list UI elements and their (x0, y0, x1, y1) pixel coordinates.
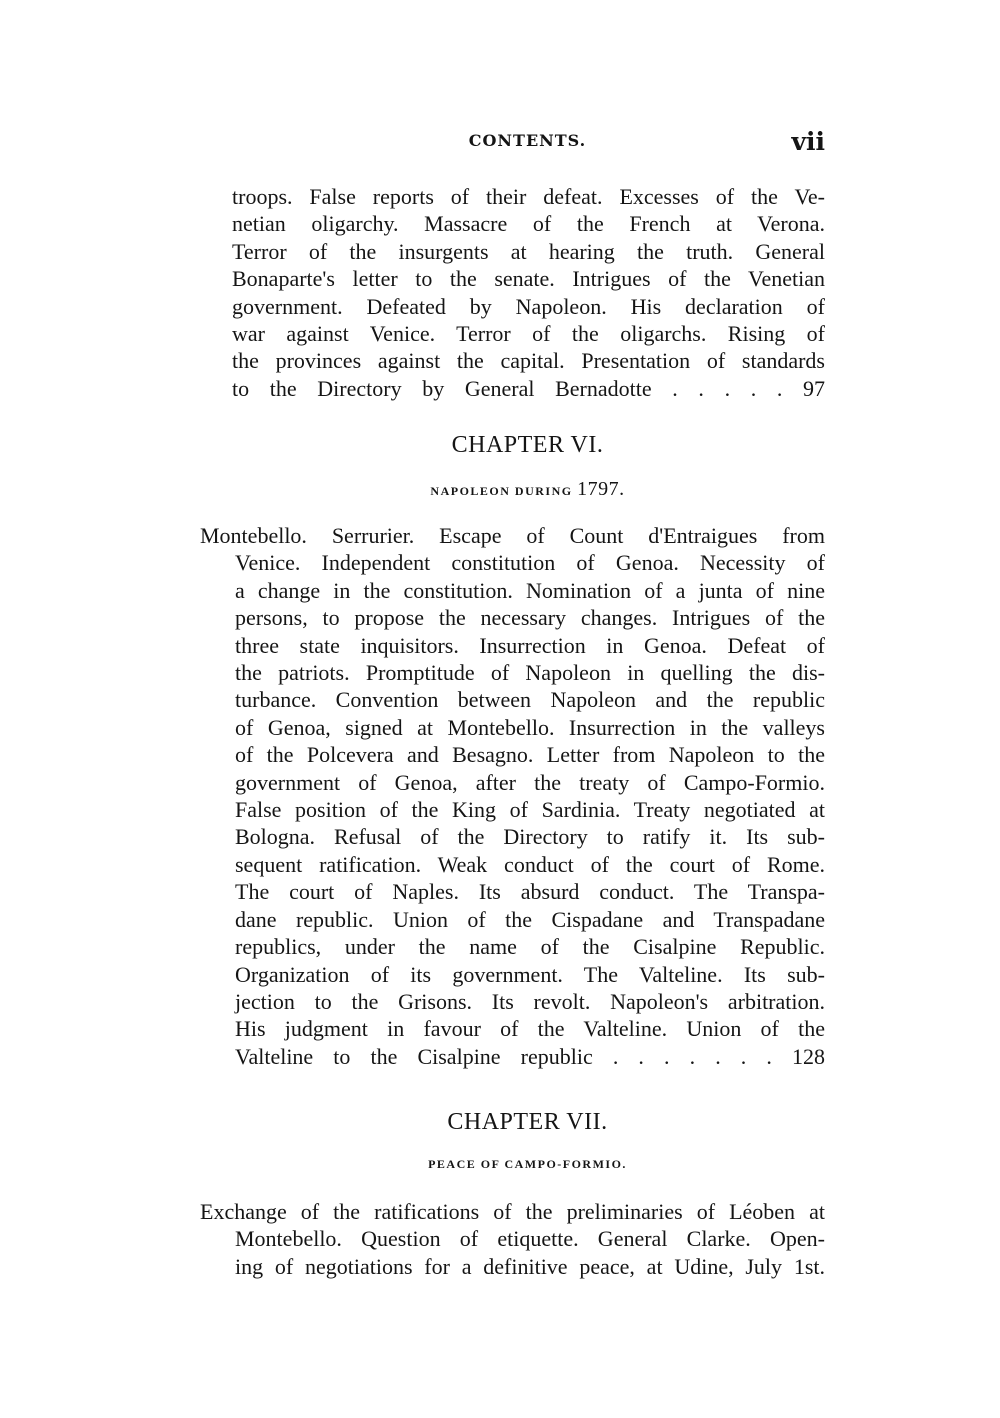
chapter-7-summary (200, 1198, 825, 1280)
summary-line: Venice. Independent constitution of Genoa. Necessity of (235, 550, 825, 576)
summary-line: Montebello. Serrurier. Escape of Count d'Entraigues from (200, 523, 825, 548)
summary-line: three state inquisitors. Insurrection in Genoa. Defeat of (235, 632, 825, 658)
chapter-7-heading: CHAPTER VII. (447, 1109, 608, 1135)
summary-line: Exchange of the ratifications of the preliminaries of Léoben at (200, 1199, 825, 1224)
continued-chapter-summary (232, 183, 825, 402)
summary-line: Bologna. Refusal of the Directory to ratify it. Its sub- (235, 824, 825, 850)
summary-line: The court of Naples. Its absurd conduct. The Transpa- (235, 879, 825, 905)
summary-line: Terror of the insurgents at hearing the truth. General (232, 238, 825, 264)
summary-line: jection to the Grisons. Its revolt. Napoleon's arbitration. (235, 988, 825, 1014)
chapter-6-heading: CHAPTER VI. (451, 432, 604, 458)
summary-line: turbance. Convention between Napoleon and the republic (235, 687, 825, 713)
summary-line-with-page-ref: to the Directory by General Bernadotte . . . . . 97 (232, 375, 825, 401)
summary-line: netian oligarchy. Massacre of the French at Verona. (232, 211, 825, 237)
summary-line: a change in the constitution. Nomination of a junta of nine (235, 577, 825, 603)
summary-line: of the Polcevera and Besagno. Letter from Napoleon to the (235, 742, 825, 768)
summary-line: Bonaparte's letter to the senate. Intrigues of the Venetian (232, 266, 825, 292)
summary-line: ing of negotiations for a definitive peace, at Udine, July 1st. (235, 1253, 825, 1279)
summary-line-with-page-ref: Valteline to the Cisalpine republic . . . . . . . 128 (235, 1043, 825, 1069)
chapter-7-subtitle: PEACE OF CAMPO-FORMIO. (428, 1157, 627, 1171)
summary-line: government. Defeated by Napoleon. His declaration of (232, 293, 825, 319)
summary-line: sequent ratification. Weak conduct of the court of Rome. (235, 851, 825, 877)
summary-line: His judgment in favour of the Valteline. Union of the (235, 1016, 825, 1042)
summary-line: dane republic. Union of the Cispadane and Transpadane (235, 906, 825, 932)
summary-line: Montebello. Question of etiquette. General Clarke. Open- (235, 1226, 825, 1252)
page-number: vii (791, 127, 825, 156)
summary-line: war against Venice. Terror of the oligarchs. Rising of (232, 321, 825, 347)
summary-line: persons, to propose the necessary changes. Intrigues of the (235, 605, 825, 631)
chapter-6-subtitle (230, 478, 825, 501)
running-title: CONTENTS. (468, 131, 587, 150)
summary-line: government of Genoa, after the treaty of Campo-Formio. (235, 769, 825, 795)
chapter-6-summary (200, 522, 825, 1070)
summary-line: of Genoa, signed at Montebello. Insurrection in the valleys (235, 714, 825, 740)
chapter-6-subtitle-text: NAPOLEON DURING (430, 484, 573, 498)
summary-line: the provinces against the capital. Presentation of standards (232, 348, 825, 374)
summary-line: the patriots. Promptitude of Napoleon in quelling the dis- (235, 660, 825, 686)
summary-line: troops. False reports of their defeat. Excesses of the Ve- (232, 184, 825, 209)
running-header (230, 127, 825, 157)
summary-line: republics, under the name of the Cisalpine Republic. (235, 934, 825, 960)
summary-line: False position of the King of Sardinia. Treaty negotiated at (235, 797, 825, 823)
summary-line: Organization of its government. The Valteline. Its sub- (235, 961, 825, 987)
chapter-6-subtitle-year: 1797. (577, 478, 625, 500)
